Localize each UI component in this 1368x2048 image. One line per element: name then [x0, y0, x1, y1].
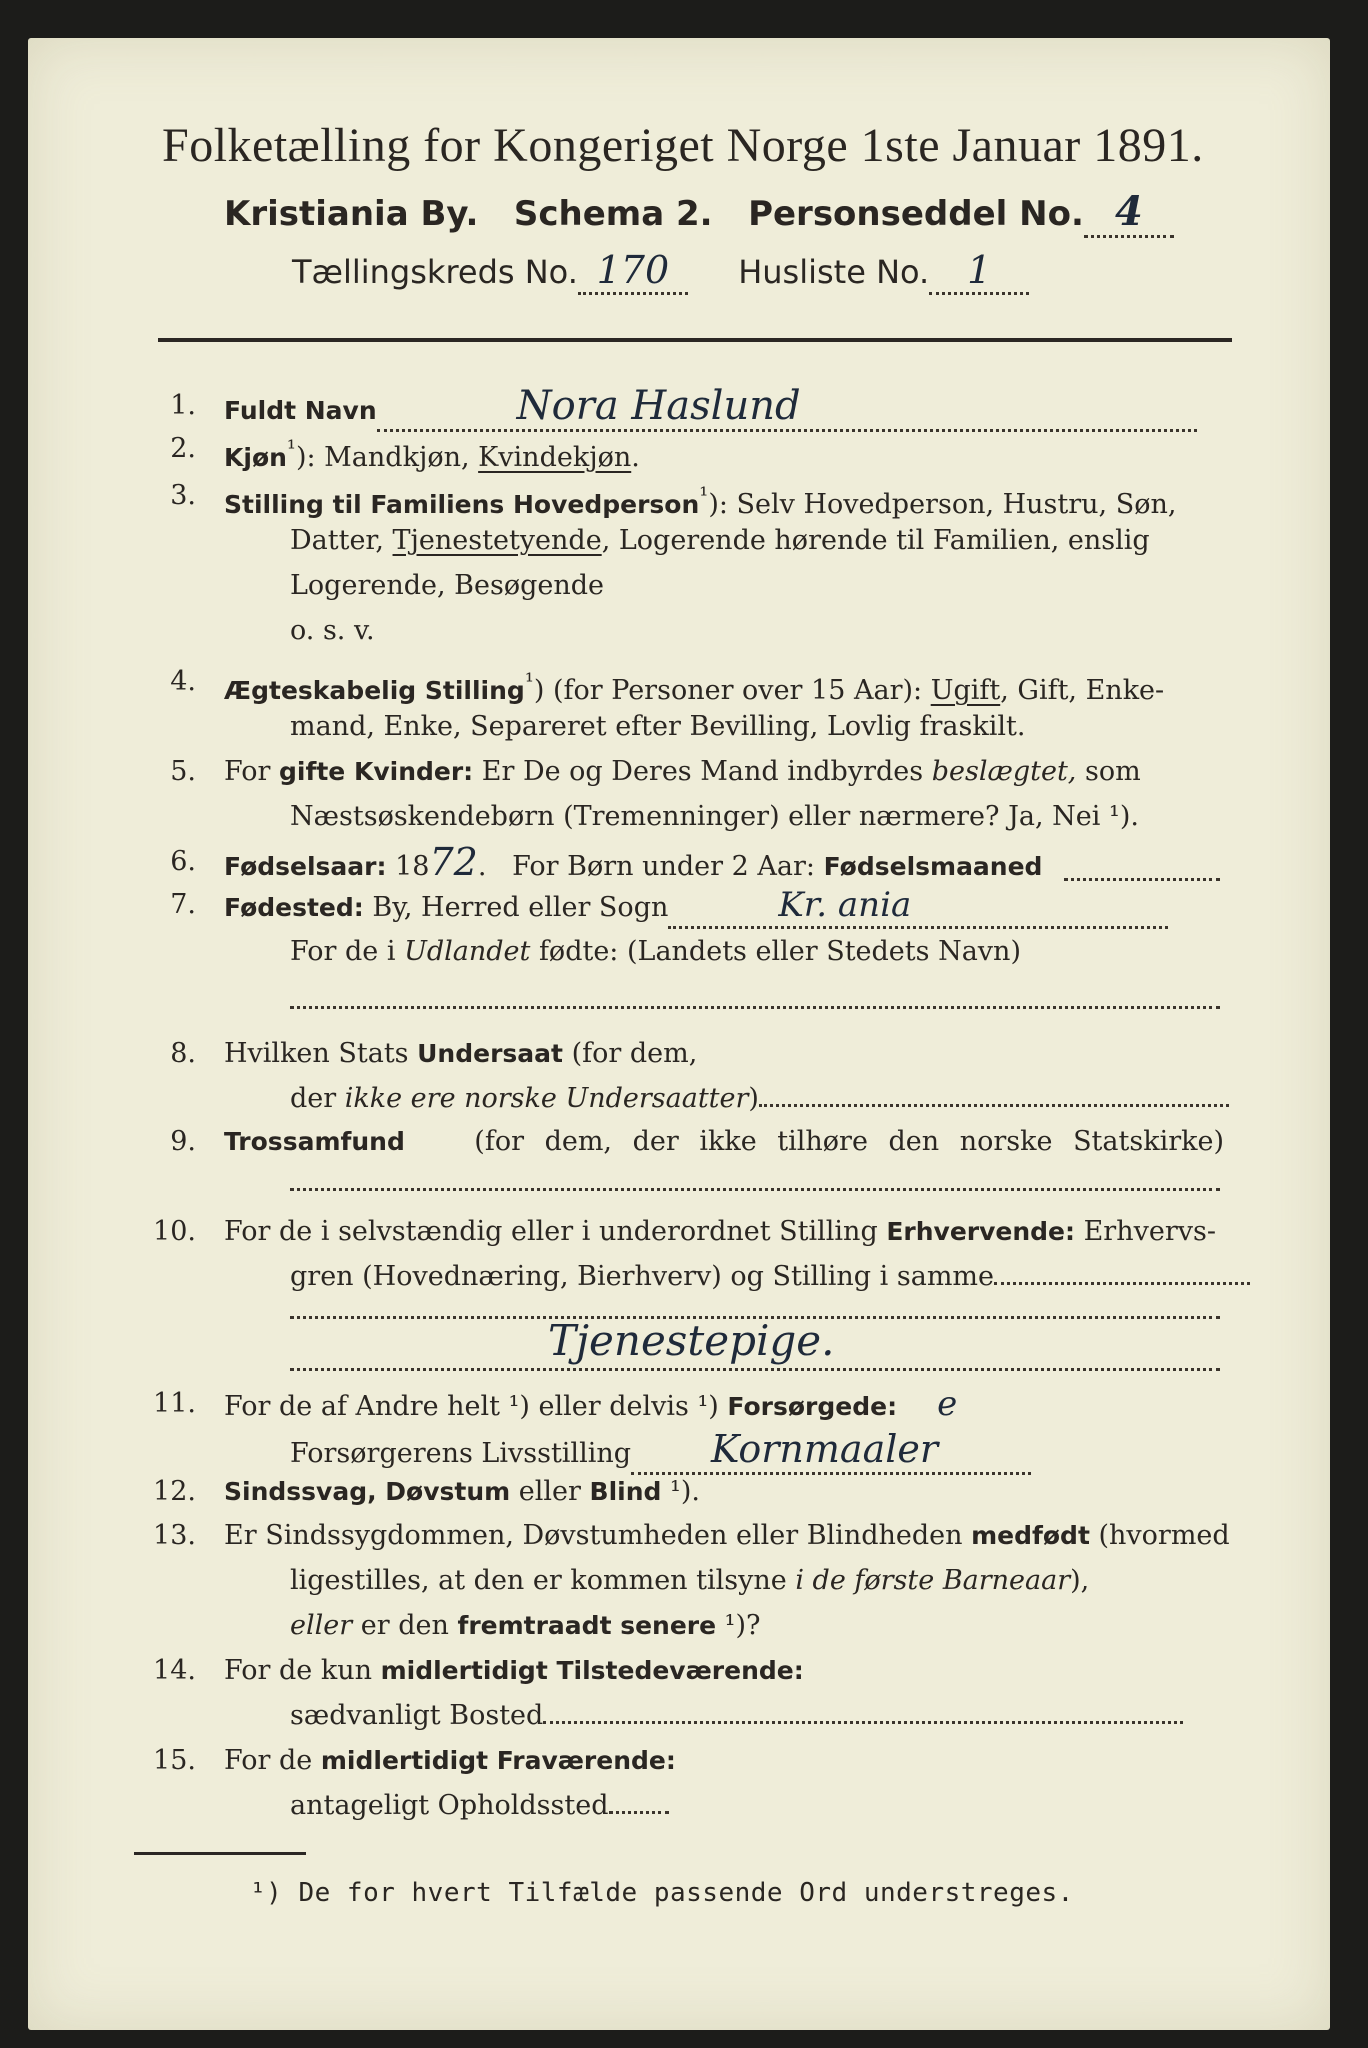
q13-label2: fremtraadt senere: [457, 1611, 717, 1640]
q8-line2: [290, 1081, 1229, 1117]
q10-line1: [224, 1214, 1216, 1250]
q2-row: [224, 431, 640, 476]
q11-line1-a: For de af Andre helt ¹) eller delvis ¹): [224, 1391, 728, 1422]
q8-line1-a: Hvilken Stats: [224, 1038, 418, 1069]
q1-number: 1.: [170, 390, 196, 421]
q4-footnote-mark: ¹: [524, 669, 534, 695]
q14-field: [543, 1721, 1183, 1724]
q3-line2-b: , Logerende hørende til Familien, enslig: [601, 525, 1150, 556]
personseddel-no-value: 4: [1114, 188, 1143, 235]
q2-footnote-mark: ¹: [286, 436, 296, 462]
q1-label: Fuldt Navn: [224, 396, 377, 425]
q7-foreign-field: [290, 1006, 1220, 1009]
q13-line2-a: ligestilles, at den er kommen tilsyne: [290, 1565, 796, 1596]
q9-label: Trossamfund: [224, 1127, 405, 1156]
q11-label: Forsørgede:: [727, 1392, 898, 1421]
q4-line1-b: , Gift, Enke-: [1000, 675, 1165, 706]
q8-number: 8.: [170, 1038, 196, 1069]
q5-label: gifte Kvinder:: [279, 757, 474, 786]
q10-number: 10.: [153, 1216, 196, 1247]
q15-line2: [290, 1788, 669, 1824]
q10-field-c: [290, 1368, 1220, 1371]
form-title: Folketælling for Kongeriget Norge 1ste Januar 1891.: [162, 119, 1204, 172]
q15-line1-a: For de: [224, 1745, 321, 1776]
q4-number: 4.: [170, 666, 196, 697]
q14-number: 14.: [153, 1655, 196, 1686]
q7-text: By, Herred eller Sogn: [363, 892, 669, 923]
q7-line2: [290, 934, 1021, 970]
q2-number: 2.: [170, 433, 196, 464]
q10-line2: [290, 1259, 1250, 1295]
q3-number: 3.: [170, 480, 196, 511]
q8-label: Undersaat: [417, 1039, 563, 1068]
q14-label: midlertidigt Tilstedeværende:: [380, 1656, 804, 1685]
q14-line1: [224, 1653, 804, 1689]
q13-line1-b: (hvormed: [1089, 1520, 1230, 1551]
kreds-label: Tællingskreds No.: [292, 253, 578, 291]
q12-number: 12.: [153, 1476, 196, 1507]
q5-line1: [224, 754, 1141, 790]
q8-line1: [224, 1036, 697, 1072]
census-form-sheet: [28, 38, 1330, 2030]
q7-number: 7.: [170, 889, 196, 920]
q10-line1-a: For de i selvstændig eller i underordnet Stilling: [224, 1216, 887, 1247]
q9-text: (for dem, der ikke tilhøre den norske Statskirke): [474, 1126, 1224, 1157]
q15-field: [609, 1811, 669, 1814]
q12-row: [224, 1474, 700, 1510]
q7-line2-a: For de i: [290, 936, 405, 967]
q11-line2-text: Forsørgerens Livsstilling: [290, 1438, 632, 1469]
q6-year-prefix: 18: [386, 851, 430, 882]
q2-text-a: ): Mandkjøn,: [295, 442, 479, 473]
q10-label: Erhvervende:: [886, 1217, 1076, 1246]
q12-label: Sindssvag, Døvstum: [224, 1477, 511, 1506]
q6-number: 6.: [170, 846, 196, 877]
q13-line3-b: ¹)?: [716, 1610, 761, 1641]
q13-number: 13.: [153, 1520, 196, 1551]
kreds-line: [292, 248, 1029, 295]
q6-month-field: [1064, 878, 1220, 881]
q5-number: 5.: [170, 756, 196, 787]
q9-number: 9.: [170, 1126, 196, 1157]
full-name-value: Nora Haslund: [516, 383, 801, 429]
q8-line1-b: (for dem,: [562, 1038, 698, 1069]
birthplace-value: Kr. ania: [778, 885, 912, 925]
q4-line2: mand, Enke, Separeret efter Bevilling, Lovlig fraskilt.: [290, 711, 1026, 742]
q10-field-a: [994, 1282, 1250, 1285]
q13-line2-italic: i de første Barneaar: [795, 1565, 1071, 1596]
husliste-label: Husliste No.: [738, 253, 930, 291]
q2-text-c: .: [631, 442, 640, 473]
q6-row: [224, 840, 1043, 885]
kreds-no-field: [578, 248, 688, 295]
husliste-no-value: 1: [967, 248, 992, 292]
q2-selected-option: Kvindekjøn: [478, 442, 632, 473]
subtitle-text: Kristiania By. Schema 2. Personseddel No.: [224, 194, 1084, 234]
q5-line1-a: Er De og Deres Mand indbyrdes: [473, 756, 932, 787]
q3-line1: [224, 478, 1232, 523]
q13-line3-italic: eller: [290, 1610, 353, 1641]
q13-line1: [224, 1518, 1230, 1554]
occupation-value: Tjenestepige.: [548, 1316, 835, 1365]
q8-field: [759, 1104, 1229, 1107]
q12-text-a: eller: [510, 1476, 590, 1507]
q3-line3: Logerende, Besøgende: [290, 570, 604, 601]
q1-row: [224, 383, 1232, 432]
q3-selected-option: Tjenestetyende: [392, 525, 602, 556]
q11-line2: [290, 1427, 1031, 1475]
q5-pre: For: [224, 756, 280, 787]
q6-label2: Fødselsmaaned: [823, 852, 1043, 881]
q3-line2: [290, 523, 1232, 559]
q7-label: Fødested:: [224, 893, 364, 922]
provider-field: [631, 1427, 1031, 1475]
q3-label: Stilling til Familiens Hovedperson: [224, 490, 700, 519]
q3-footnote-mark: ¹: [699, 483, 709, 509]
q13-line3: [290, 1608, 761, 1644]
q6-label: Fødselsaar:: [224, 852, 387, 881]
q5-line1-italic: beslægtet,: [931, 756, 1077, 787]
q10-line2-text: gren (Hovednæring, Bierhverv) og Stilling i samme: [290, 1261, 995, 1292]
personseddel-no-field: [1084, 188, 1174, 238]
husliste-no-field: [929, 248, 1029, 295]
header-rule: [158, 338, 1232, 342]
q6-text: . For Børn under 2 Aar:: [477, 851, 824, 882]
q9-field: [290, 1188, 1220, 1191]
footnote: ¹) De for hvert Tilfælde passende Ord understreges.: [250, 1878, 1074, 1908]
q11-number: 11.: [153, 1388, 196, 1419]
q5-line2: Næstsøskendebørn (Tremenninger) eller nærmere? Ja, Nei ¹).: [290, 801, 1139, 832]
q8-line2-b: ): [748, 1083, 759, 1114]
q3-line2-a: Datter,: [290, 525, 393, 556]
birthplace-field: [668, 887, 1168, 929]
footnote-rule: [134, 1852, 306, 1855]
q15-line1: [224, 1743, 676, 1779]
q7-line2-italic: Udlandet: [404, 936, 531, 967]
q11-line1: [224, 1386, 957, 1425]
q15-number: 15.: [153, 1745, 196, 1776]
q9-row: [224, 1124, 1224, 1160]
q13-line3-a: er den: [352, 1610, 458, 1641]
q4-selected-option: Ugift: [930, 675, 1001, 706]
q11-handwritten-mark: e: [937, 1384, 958, 1424]
q3-line4: o. s. v.: [290, 615, 375, 646]
q10-line1-b: Erhvervs-: [1075, 1216, 1216, 1247]
q13-line1-a: Er Sindssygdommen, Døvstumheden eller Blindheden: [224, 1520, 972, 1551]
q2-label: Kjøn: [224, 443, 287, 472]
q13-line2: [290, 1563, 1089, 1599]
full-name-field: [377, 383, 1197, 432]
q4-line1: [224, 664, 1164, 709]
q13-line2-b: ),: [1070, 1565, 1090, 1596]
q14-line2-text: sædvanligt Bosted: [290, 1700, 544, 1731]
q8-line2-a: der: [290, 1083, 345, 1114]
q15-line2-text: antageligt Opholdssted: [290, 1790, 609, 1821]
birth-year-value: 72: [429, 840, 478, 884]
kreds-no-value: 170: [596, 248, 670, 292]
q12-text-b: ¹).: [661, 1476, 700, 1507]
q3-line1-text: ): Selv Hovedperson, Hustru, Søn,: [708, 489, 1177, 520]
form-subtitle: [224, 188, 1174, 238]
q14-line1-a: For de kun: [224, 1655, 381, 1686]
q7-line2-b: fødte: (Landets eller Stedets Navn): [530, 936, 1021, 967]
q4-line1-a: ) (for Personer over 15 Aar):: [533, 675, 931, 706]
q7-line1: [224, 887, 1168, 929]
q8-line2-italic: ikke ere norske Undersaatter: [344, 1083, 749, 1114]
q12-label2: Blind: [589, 1477, 662, 1506]
q4-label: Ægteskabelig Stilling: [224, 676, 525, 705]
q15-label: midlertidigt Fraværende:: [320, 1746, 676, 1775]
provider-occupation-value: Kornmaaler: [711, 1427, 939, 1471]
q5-line1-b: som: [1076, 756, 1141, 787]
q13-label: medfødt: [971, 1521, 1090, 1550]
q14-line2: [290, 1698, 1183, 1734]
